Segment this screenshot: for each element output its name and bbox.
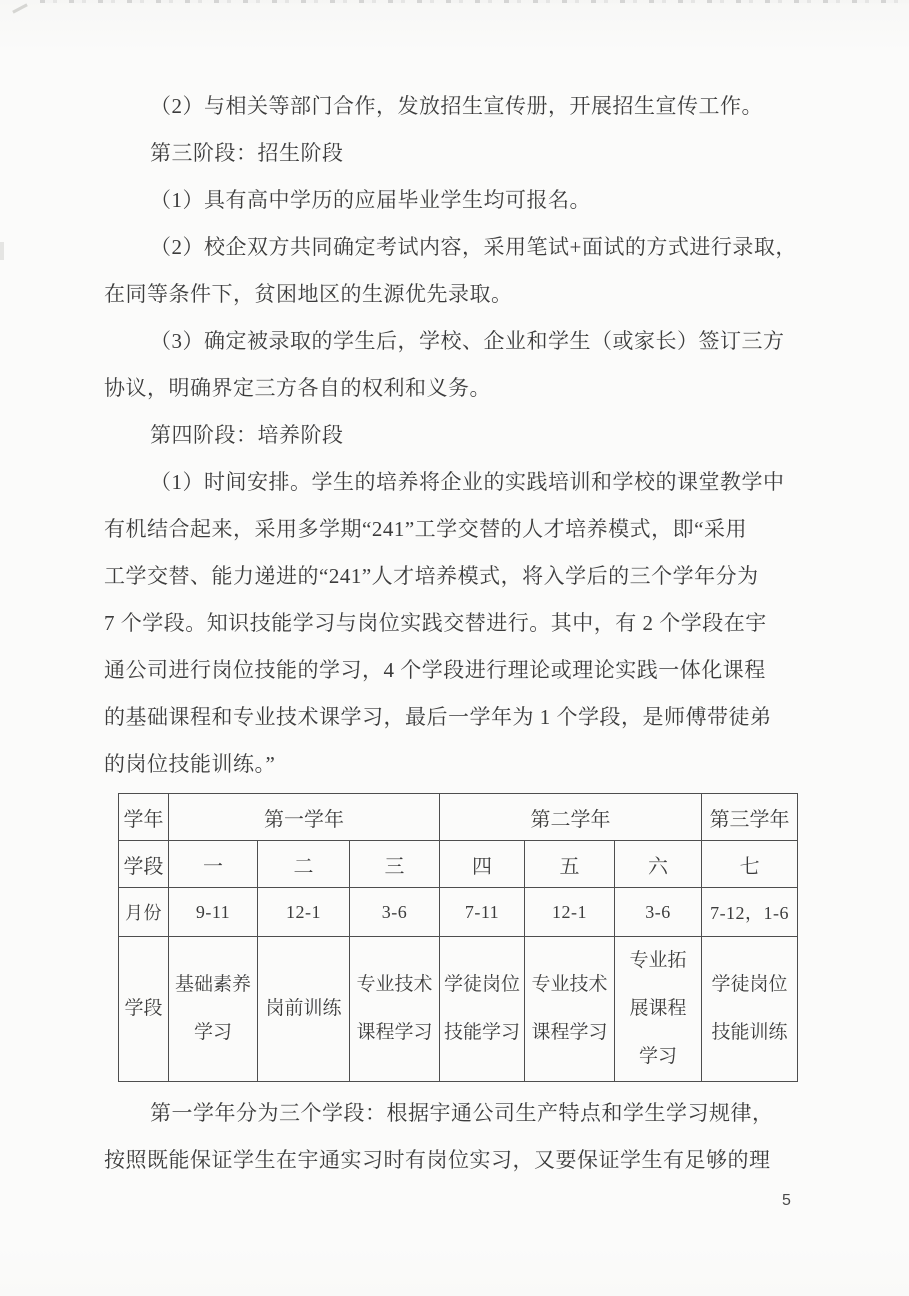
paragraph-line: 通公司进行岗位技能的学习，4 个学段进行理论或理论实践一体化课程	[104, 658, 766, 682]
document-body-after-table	[104, 1090, 804, 1184]
paragraph-line: （2）校企双方共同确定考试内容，采用笔试+面试的方式进行录取，	[150, 235, 797, 259]
paragraph-line: 工学交替、能力递进的“241”人才培养模式，将入学后的三个学年分为	[104, 564, 759, 588]
month-cell: 7-12，1-6	[702, 888, 798, 937]
paragraph-line: 协议，明确界定三方各自的权利和义务。	[104, 376, 491, 400]
month-row-label: 月份	[119, 888, 169, 937]
content-row-label: 学段	[119, 937, 169, 1082]
content-cell: 基础素养学习	[169, 937, 258, 1082]
month-cell: 7-11	[440, 888, 525, 937]
year3-cell: 第三学年	[702, 794, 798, 841]
scan-artifact-left-edge	[0, 242, 4, 260]
paragraph-line: 第一学年分为三个学段：根据宇通公司生产特点和学生学习规律，	[150, 1101, 774, 1125]
content-cell: 学徒岗位技能学习	[440, 937, 525, 1082]
paragraph-line: （1）时间安排。学生的培养将企业的实践培训和学校的课堂教学中	[150, 470, 785, 494]
paragraph-line: （1）具有高中学历的应届毕业学生均可报名。	[150, 188, 591, 212]
stage-cell: 三	[350, 841, 440, 888]
training-schedule-table	[118, 793, 798, 1082]
stage-cell: 一	[169, 841, 258, 888]
stage-cell: 六	[615, 841, 702, 888]
content-cell: 专业技术课程学习	[525, 937, 615, 1082]
paragraph-line: 在同等条件下，贫困地区的生源优先录取。	[104, 282, 513, 306]
content-cell: 学徒岗位技能训练	[702, 937, 798, 1082]
table-row-year	[119, 794, 798, 841]
table-row-month	[119, 888, 798, 937]
month-cell: 12-1	[525, 888, 615, 937]
paragraph-line: 的岗位技能训练。”	[104, 752, 276, 776]
year2-cell: 第二学年	[440, 794, 702, 841]
scan-artifact-top-edge	[40, 0, 909, 3]
section-heading-stage4: 第四阶段：培养阶段	[150, 423, 344, 447]
paragraph-line: （3）确定被录取的学生后，学校、企业和学生（或家长）签订三方	[150, 329, 785, 353]
content-cell: 专业拓展课程学习	[615, 937, 702, 1082]
document-body	[104, 83, 804, 788]
scan-artifact-corner-mark	[12, 3, 28, 13]
content-cell: 专业技术课程学习	[350, 937, 440, 1082]
page-number: 5	[782, 1192, 791, 1209]
paragraph-line: 的基础课程和专业技术课学习，最后一学年为 1 个学段，是师傅带徒弟	[104, 705, 772, 729]
paragraph-line: 7 个学段。知识技能学习与岗位实践交替进行。其中，有 2 个学段在宇	[104, 611, 767, 635]
table-row-stage	[119, 841, 798, 888]
stage-row-label: 学段	[119, 841, 169, 888]
month-cell: 3-6	[350, 888, 440, 937]
stage-cell: 二	[258, 841, 350, 888]
section-heading-stage3: 第三阶段：招生阶段	[150, 141, 344, 165]
stage-cell: 五	[525, 841, 615, 888]
month-cell: 9-11	[169, 888, 258, 937]
paragraph-line: （2）与相关等部门合作，发放招生宣传册，开展招生宣传工作。	[150, 94, 763, 118]
table-row-content	[119, 937, 798, 1082]
paragraph-line: 按照既能保证学生在宇通实习时有岗位实习，又要保证学生有足够的理	[104, 1148, 771, 1172]
year1-cell: 第一学年	[169, 794, 440, 841]
month-cell: 12-1	[258, 888, 350, 937]
paragraph-line: 有机结合起来，采用多学期“241”工学交替的人才培养模式，即“采用	[104, 517, 747, 541]
stage-cell: 四	[440, 841, 525, 888]
month-cell: 3-6	[615, 888, 702, 937]
stage-cell: 七	[702, 841, 798, 888]
content-cell: 岗前训练	[258, 937, 350, 1082]
year-row-label: 学年	[119, 794, 169, 841]
